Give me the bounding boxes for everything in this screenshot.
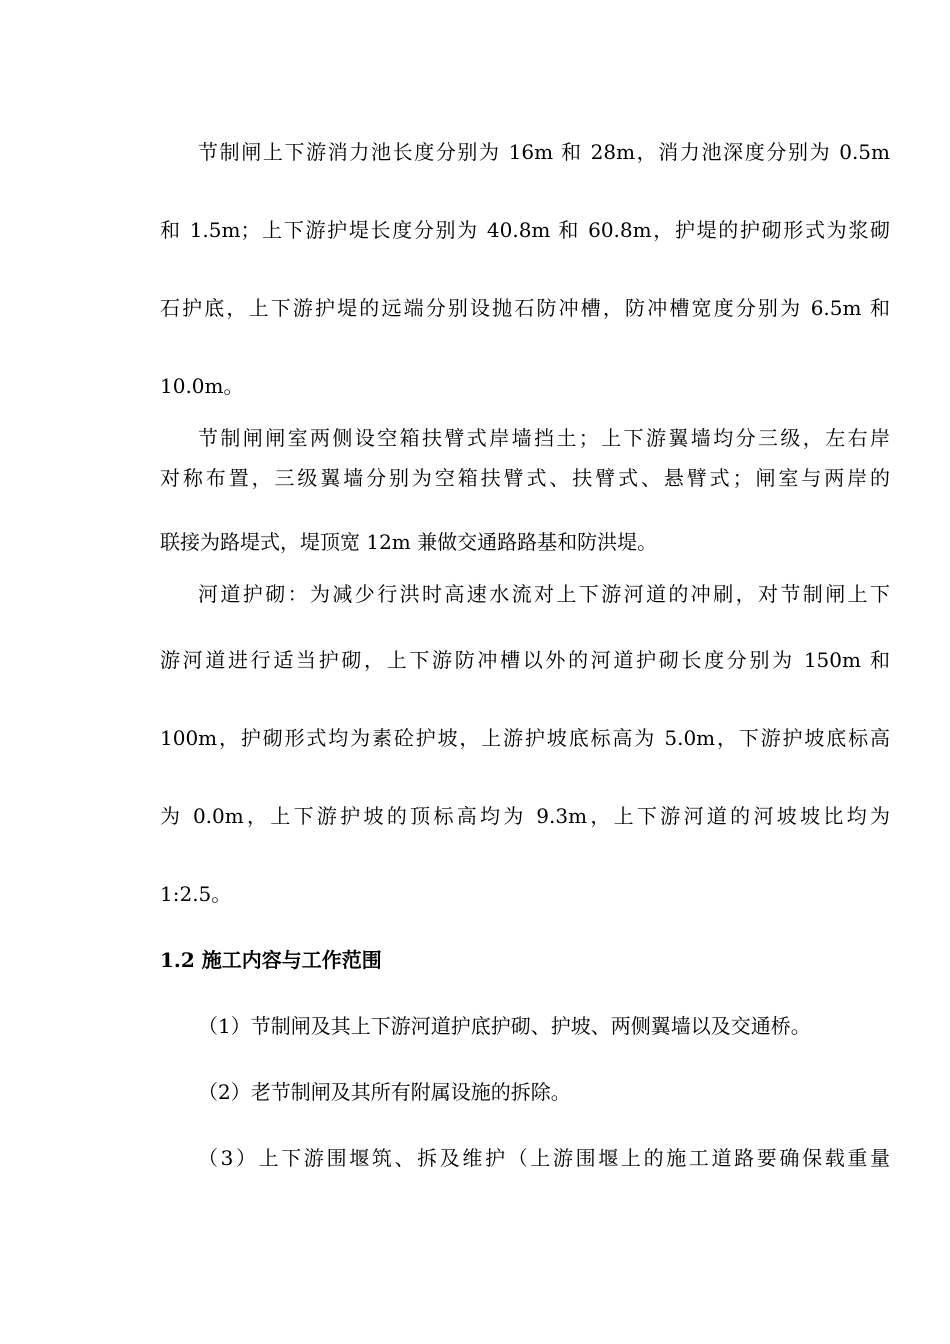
paragraph-1-line-3: 石护底，上下游护堤的远端分别设抛石防冲槽，防冲槽宽度分别为 6.5m 和 bbox=[160, 296, 890, 320]
paragraph-3-line-2: 游河道进行适当护砌，上下游防冲槽以外的河道护砌长度分别为 150m 和 bbox=[160, 648, 890, 672]
paragraph-1-line-2: 和 1.5m；上下游护堤长度分别为 40.8m 和 60.8m，护堤的护砌形式为浆砌 bbox=[160, 218, 890, 242]
section-item-3: （3）上下游围堰筑、拆及维护（上游围堰上的施工道路要确保载重量 bbox=[198, 1146, 890, 1170]
section-heading: 1.2 施工内容与工作范围 bbox=[160, 948, 382, 972]
paragraph-3-line-1: 河道护砌：为减少行洪时高速水流对上下游河道的冲刷，对节制闸上下 bbox=[198, 582, 890, 606]
paragraph-3-line-3: 100m，护砌形式均为素砼护坡，上游护坡底标高为 5.0m，下游护坡底标高 bbox=[160, 726, 890, 750]
paragraph-1-line-1: 节制闸上下游消力池长度分别为 16m 和 28m，消力池深度分别为 0.5m bbox=[198, 140, 890, 164]
paragraph-3-line-4: 为 0.0m，上下游护坡的顶标高均为 9.3m，上下游河道的河坡坡比均为 bbox=[160, 804, 890, 828]
paragraph-2-line-1: 节制闸闸室两侧设空箱扶臂式岸墙挡土；上下游翼墙均分三级，左右岸 bbox=[198, 426, 890, 450]
section-item-2: （2）老节制闸及其所有附属设施的拆除。 bbox=[198, 1080, 571, 1104]
paragraph-2-line-3: 联接为路堤式，堤顶宽 12m 兼做交通路路基和防洪堤。 bbox=[160, 530, 658, 554]
paragraph-1-line-4: 10.0m。 bbox=[160, 374, 244, 398]
section-item-1: （1）节制闸及其上下游河道护底护砌、护坡、两侧翼墙以及交通桥。 bbox=[198, 1014, 811, 1038]
paragraph-2-line-2: 对称布置，三级翼墙分别为空箱扶臂式、扶臂式、悬臂式；闸室与两岸的 bbox=[160, 466, 890, 490]
paragraph-3-line-5: 1:2.5。 bbox=[160, 882, 232, 906]
